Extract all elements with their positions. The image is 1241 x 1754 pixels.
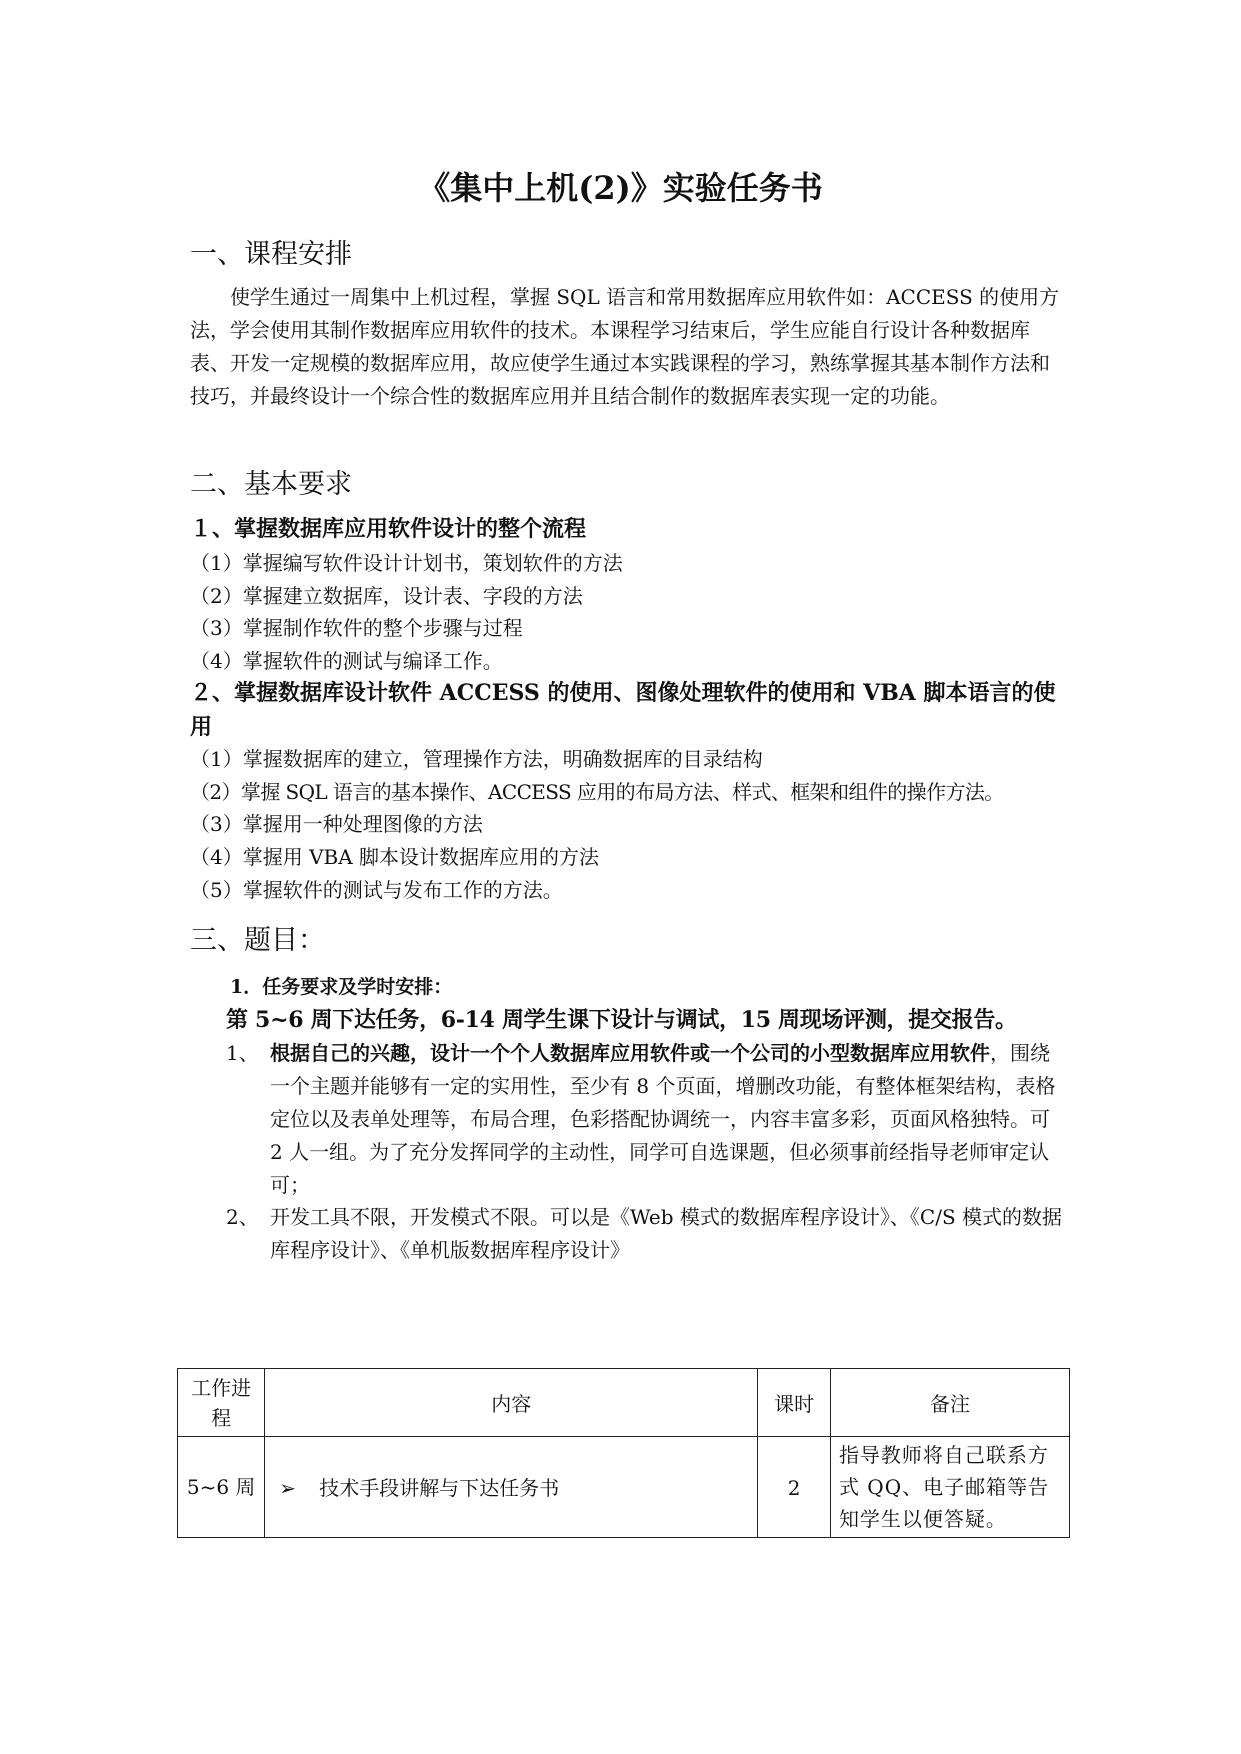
header-cell-note: 备注 — [830, 1369, 1069, 1437]
table-row — [178, 1437, 1070, 1538]
item-number: 2、 — [226, 1205, 259, 1229]
schedule-table — [177, 1368, 1070, 1538]
requirement-item: （4）掌握用 VBA 脚本设计数据库应用的方法 — [190, 845, 600, 869]
requirement-item: （5）掌握软件的测试与发布工作的方法。 — [190, 878, 563, 902]
cell-period: 5~6 周 — [178, 1437, 265, 1538]
requirement-item: （4）掌握软件的测试与编译工作。 — [190, 649, 503, 673]
item-number: 1、 — [226, 1041, 259, 1065]
course-arrangement-paragraph — [190, 281, 1063, 413]
cell-note: 指导教师将自己联系方式 QQ、电子邮箱等告知学生以便答疑。 — [830, 1437, 1069, 1538]
task-heading: 1．任务要求及学时安排： — [230, 976, 453, 998]
item-body — [270, 1037, 1066, 1202]
section-heading-course-arrangement: 一、课程安排 — [190, 239, 352, 270]
task-item-2 — [226, 1201, 1066, 1267]
item-text: ，围绕一个主题并能够有一定的实用性，至少有 8 个页面，增删改功能，有整体框架结构，表格定位以及表单处理等，布局合理，色彩搭配协调统一，内容丰富多彩，页面风格独特。可 2 人一组。为了充分发挥同学的主动性，同学可自选课题，但必须事前经指导老师审定认可； — [270, 1041, 1056, 1197]
requirement-item: （3）掌握用一种处理图像的方法 — [190, 812, 483, 836]
table-header-row — [178, 1369, 1070, 1437]
item-text: 开发工具不限，开发模式不限。可以是《Web 模式的数据库程序设计》、《C/S 模式的数据库程序设计》、《单机版数据库程序设计》 — [270, 1205, 1063, 1262]
requirement-item: （1）掌握数据库的建立，管理操作方法，明确数据库的目录结构 — [190, 747, 763, 771]
requirement-item: （2）掌握 SQL 语言的基本操作、ACCESS 应用的布局方法、样式、框架和组件的操作方法。 — [190, 780, 1004, 804]
header-cell-hours: 课时 — [758, 1369, 831, 1437]
header-cell-content: 内容 — [265, 1369, 758, 1437]
cell-content — [265, 1437, 758, 1538]
requirement-item: （1）掌握编写软件设计计划书，策划软件的方法 — [190, 551, 623, 575]
cell-hours: 2 — [758, 1437, 831, 1538]
task-item-1 — [226, 1037, 1066, 1202]
schedule-line: 第 5~6 周下达任务，6-14 周学生课下设计与调试，15 周现场评测，提交报告。 — [226, 1007, 1017, 1033]
item-bold-text: 根据自己的兴趣，设计一个个人数据库应用软件或一个公司的小型数据库应用软件 — [270, 1041, 990, 1065]
paragraph-text: 使学生通过一周集中上机过程，掌握 SQL 语言和常用数据库应用软件如：ACCESS 的使用方法，学会使用其制作数据库应用软件的技术。本课程学习结束后，学生应能自行设计各种数据库表、开发一定规模的数据库应用，故应使学生通过本实践课程的学习，熟练掌握其基本制作方法和技巧，并最终设计一个综合性的数据库应用并且结合制作的数据库表实现一定的功能。 — [190, 285, 1060, 408]
subsection-heading-1: １、掌握数据库应用软件设计的整个流程 — [190, 516, 587, 542]
arrow-bullet-icon: ➢ — [279, 1475, 297, 1500]
requirement-item: （2）掌握建立数据库，设计表、字段的方法 — [190, 584, 583, 608]
requirement-item: （3）掌握制作软件的整个步骤与过程 — [190, 616, 523, 640]
section-heading-topics: 三、题目： — [190, 925, 325, 956]
header-cell-period: 工作进程 — [178, 1369, 265, 1437]
section-heading-basic-requirements: 二、基本要求 — [190, 469, 352, 500]
document-title: 《集中上机(2)》实验任务书 — [418, 169, 823, 207]
subsection-heading-2: ２、掌握数据库设计软件 ACCESS 的使用、图像处理软件的使用和 VBA 脚本语言的使用 — [190, 680, 1056, 740]
content-text: 技术手段讲解与下达任务书 — [319, 1475, 560, 1500]
item-body — [270, 1201, 1066, 1267]
